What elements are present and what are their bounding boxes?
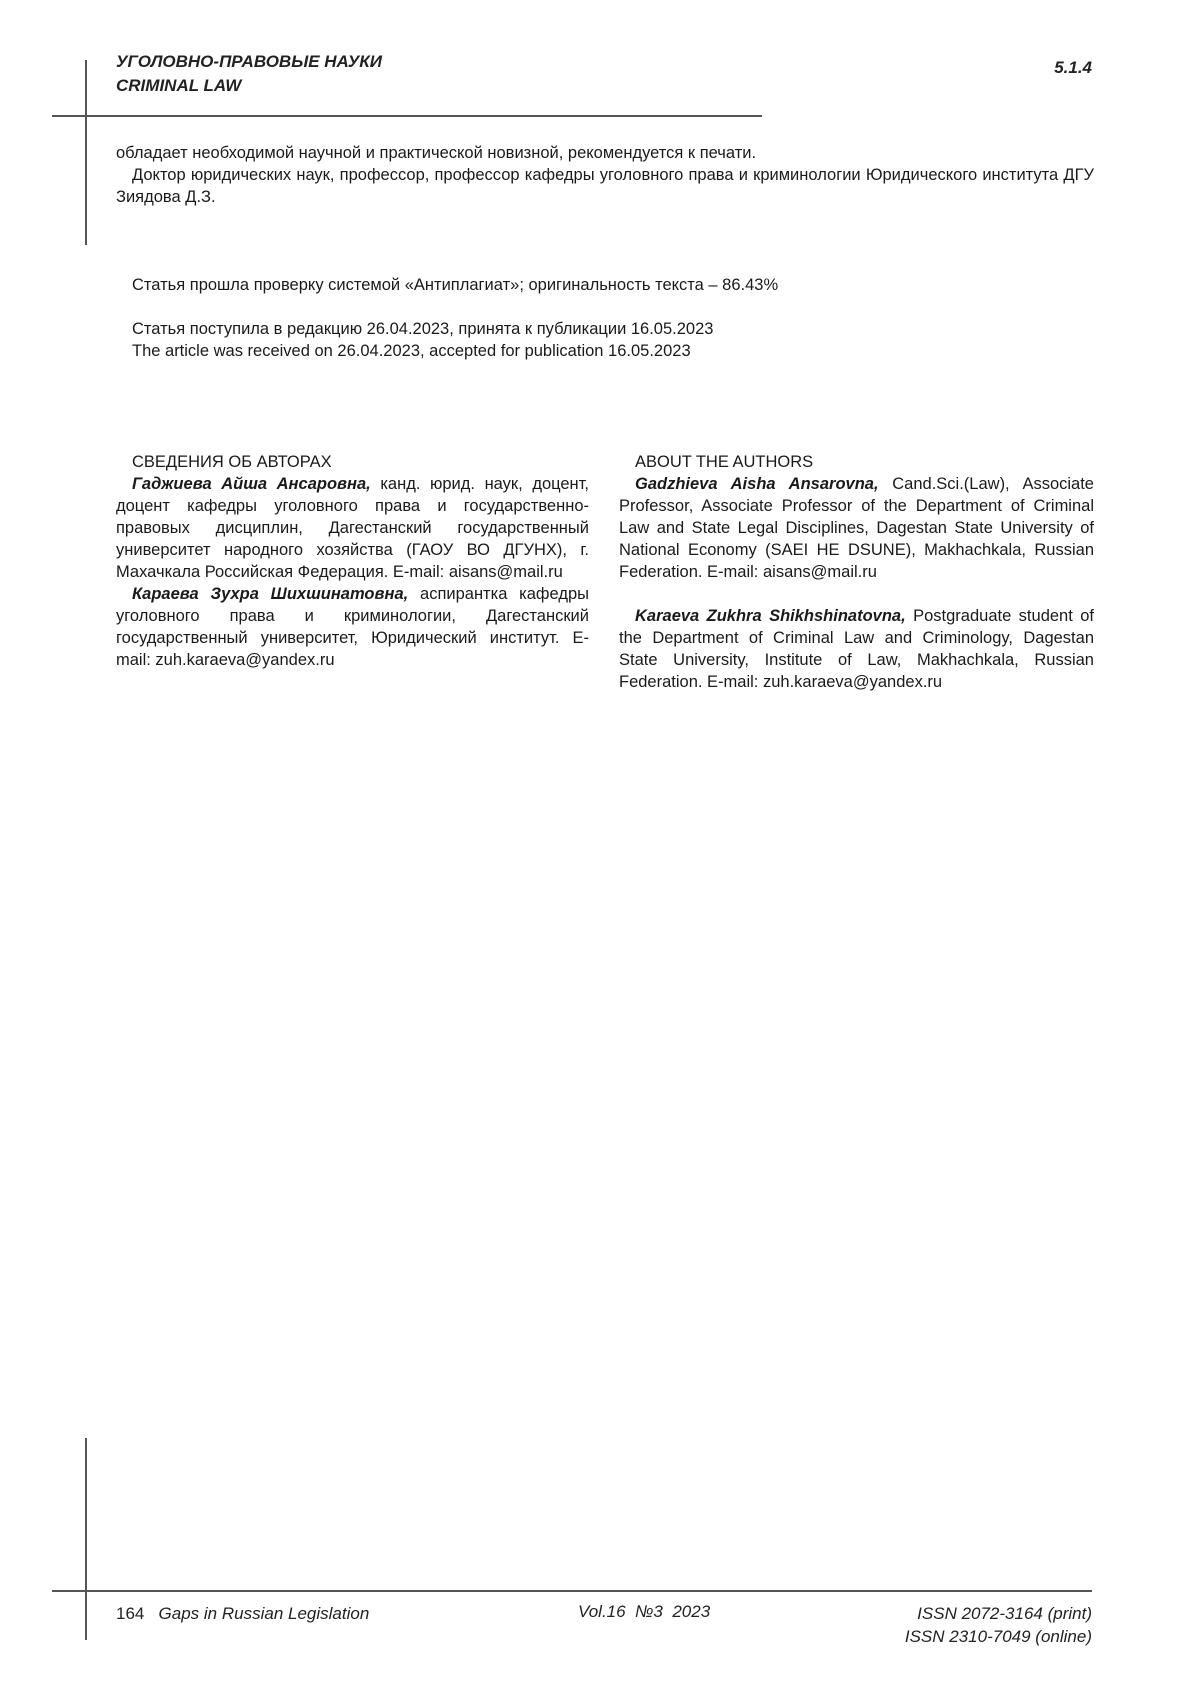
author-2-ru xyxy=(116,583,589,671)
authors-en-column xyxy=(619,451,1094,693)
author-2-en-name: Karaeva Zukhra Shikhshinatovna, xyxy=(635,607,906,625)
footer-vertical-rule xyxy=(85,1438,87,1640)
header-horizontal-rule xyxy=(52,115,762,117)
footer-left xyxy=(116,1604,369,1624)
received-note xyxy=(132,318,713,362)
author-2-en xyxy=(619,605,1094,693)
issn-online: ISSN 2310-7049 (online) xyxy=(904,1627,1092,1646)
journal-name: Gaps in Russian Legislation xyxy=(158,1604,370,1623)
section-title-ru: УГОЛОВНО-ПРАВОВЫЕ НАУКИ xyxy=(116,52,382,71)
reviewer-info: Доктор юридических наук, профессор, профессор кафедры уголовного права и криминологии Юридического института ДГУ Зиядова Д.З. xyxy=(116,166,1094,206)
author-1-ru-name: Гаджиева Айша Ансаровна, xyxy=(132,475,371,493)
section-title-en: CRIMINAL LAW xyxy=(116,76,242,95)
author-1-en-name: Gadzhieva Aisha Ansarovna, xyxy=(635,475,879,493)
header-vertical-rule xyxy=(85,60,87,245)
author-1-ru-text: канд. юрид. наук, доцент, доцент кафедры уголовного права и государственно-правовых дисциплин, Дагестанский государственный университет народного хозяйства (ГАОУ ВО ДГУНХ), г. Махачкала Российская Федерация. E-mail: aisans@mail.ru xyxy=(116,475,589,581)
specialty-code: 5.1.4 xyxy=(1054,58,1092,77)
issn-block xyxy=(905,1602,1092,1648)
footer-horizontal-rule xyxy=(52,1590,1092,1592)
page-number: 164 xyxy=(116,1604,145,1623)
review-line-1: обладает необходимой научной и практической новизной, рекомендуется к печати. xyxy=(116,144,757,162)
author-2-en-text: Postgraduate student of the Department of Criminal Law and Criminology, Dagestan State University, Institute of Law, Makhachkala, Russian Federation. E-mail: zuh.karaeva@yandex.ru xyxy=(619,607,1094,691)
antiplagiat-note: Статья прошла проверку системой «Антиплагиат»; оригинальность текста – 86.43% xyxy=(132,276,779,294)
issue-info: Vol.16 №3 2023 xyxy=(578,1602,711,1621)
received-ru: Статья поступила в редакцию 26.04.2023, принята к публикации 16.05.2023 xyxy=(132,320,714,338)
received-en: The article was received on 26.04.2023, accepted for publication 16.05.2023 xyxy=(132,342,691,360)
author-2-ru-text: аспирантка кафедры уголовного права и криминологии, Дагестанский государственный университет, Юридический институт. E-mail: zuh.karaeva@yandex.ru xyxy=(116,585,589,669)
author-1-en xyxy=(619,473,1094,583)
authors-ru-column xyxy=(116,451,589,671)
author-1-ru xyxy=(116,473,589,583)
running-header xyxy=(116,50,382,98)
author-1-en-text: Cand.Sci.(Law), Associate Professor, Associate Professor of the Department of Criminal Law and State Legal Disciplines, Dagestan State University of National Economy (SAEI HE DSUNE), Makhachkala, Russian Federation. E-mail: aisans@mail.ru xyxy=(619,475,1094,581)
review-conclusion xyxy=(116,142,1094,208)
authors-ru-heading: СВЕДЕНИЯ ОБ АВТОРАХ xyxy=(132,453,332,471)
authors-en-heading: ABOUT THE AUTHORS xyxy=(635,453,814,471)
author-2-ru-name: Караева Зухра Шихшинатовна, xyxy=(132,585,409,603)
issn-print: ISSN 2072-3164 (print) xyxy=(917,1604,1092,1623)
